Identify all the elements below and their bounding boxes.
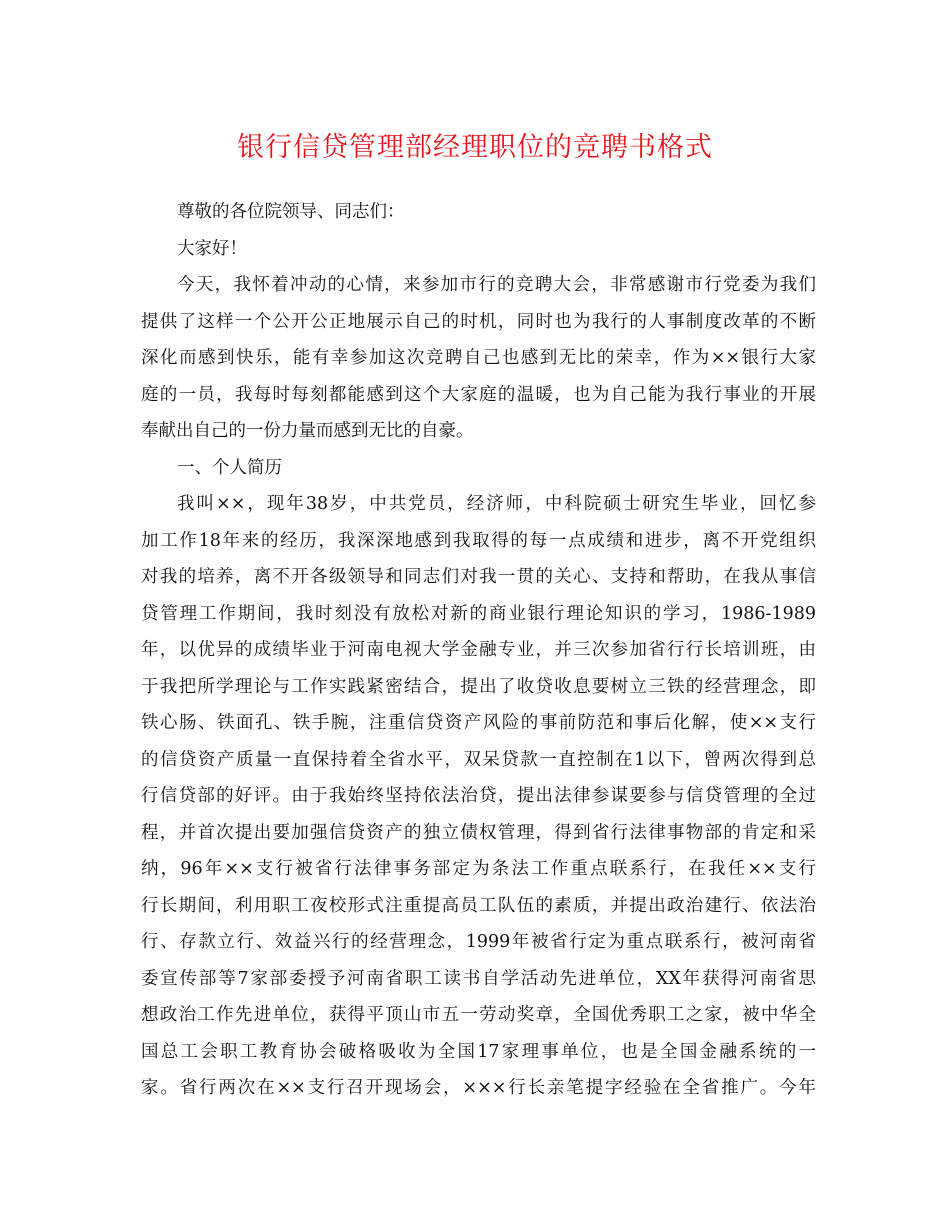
paragraph-line: 提供了这样一个公开公正地展示自己的时机，同时也为我行的人事制度改革的不断: [141, 311, 816, 332]
paragraph-line: 年，以优异的成绩毕业于河南电视大学金融专业，并三次参加省行行长培训班，由: [141, 640, 816, 660]
paragraph-line: 铁心肠、铁面孔、铁手腕，注重信贷资产风险的事前防范和事后化解，使××支行: [141, 713, 816, 733]
paragraph-line: 对我的培养，离不开各级领导和同志们对我一贯的关心、支持和帮助，在我从事信: [141, 567, 816, 587]
paragraph-line: 行、存款立行、效益兴行的经营理念，1999年被省行定为重点联系行，被河南省: [141, 932, 816, 952]
paragraph-line: 家。省行两次在××支行召开现场会，×××行长亲笔提字经验在全省推广。今年: [141, 1078, 816, 1098]
paragraph-line: 想政治工作先进单位，获得平顶山市五一劳动奖章，全国优秀职工之家，被中华全: [141, 1005, 816, 1025]
paragraph-line: 于我把所学理论与工作实践紧密结合，提出了收贷收息要树立三铁的经营理念，即: [141, 676, 816, 697]
document-title: 银行信贷管理部经理职位的竞聘书格式: [237, 132, 713, 163]
paragraph-line: 奉献出自己的一份力量而感到无比的自豪。: [141, 421, 474, 441]
paragraph-line: 今天，我怀着冲动的心情，来参加市行的竞聘大会，非常感谢市行党委为我们: [177, 275, 816, 295]
salutation-line: 尊敬的各位院领导、同志们：: [177, 202, 405, 222]
paragraph-line: 程，并首次提出要加强信贷资产的独立债权管理，得到省行法律事物部的肯定和采: [141, 822, 816, 843]
paragraph-line: 加工作18年来的经历，我深深地感到我取得的每一点成绩和进步，离不开党组织: [141, 530, 816, 551]
paragraph-line: 贷管理工作期间，我时刻没有放松对新的商业银行理论知识的学习，1986-1989: [141, 603, 816, 624]
paragraph-line: 的信贷资产质量一直保持着全省水平，双呆贷款一直控制在1以下，曾两次得到总: [141, 749, 816, 770]
section-heading: 一、个人简历: [177, 457, 282, 478]
paragraph-line: 行长期间，利用职工夜校形式注重提高员工队伍的素质，并提出政治建行、依法治: [141, 895, 816, 916]
paragraph-line: 纳，96年××支行被省行法律事务部定为条法工作重点联系行，在我任××支行: [141, 859, 816, 879]
greeting-line: 大家好！: [177, 238, 247, 259]
paragraph-line: 深化而感到快乐，能有幸参加这次竞聘自己也感到无比的荣幸，作为××银行大家: [141, 348, 816, 368]
paragraph-line: 国总工会职工教育协会破格吸收为全国17家理事单位，也是全国金融系统的一: [141, 1041, 816, 1062]
paragraph-line: 我叫××，现年38岁，中共党员，经济师，中科院硕士研究生毕业，回忆参: [177, 494, 816, 514]
paragraph-line: 委宣传部等7家部委授予河南省职工读书自学活动先进单位，XX年获得河南省思: [141, 968, 816, 989]
document-body: [141, 194, 816, 1107]
paragraph-line: 庭的一员，我每时每刻都能感到这个大家庭的温暖，也为自己能为我行事业的开展: [141, 384, 816, 405]
paragraph-line: 行信贷部的好评。由于我始终坚持依法治贷，提出法律参谋要参与信贷管理的全过: [141, 786, 816, 806]
